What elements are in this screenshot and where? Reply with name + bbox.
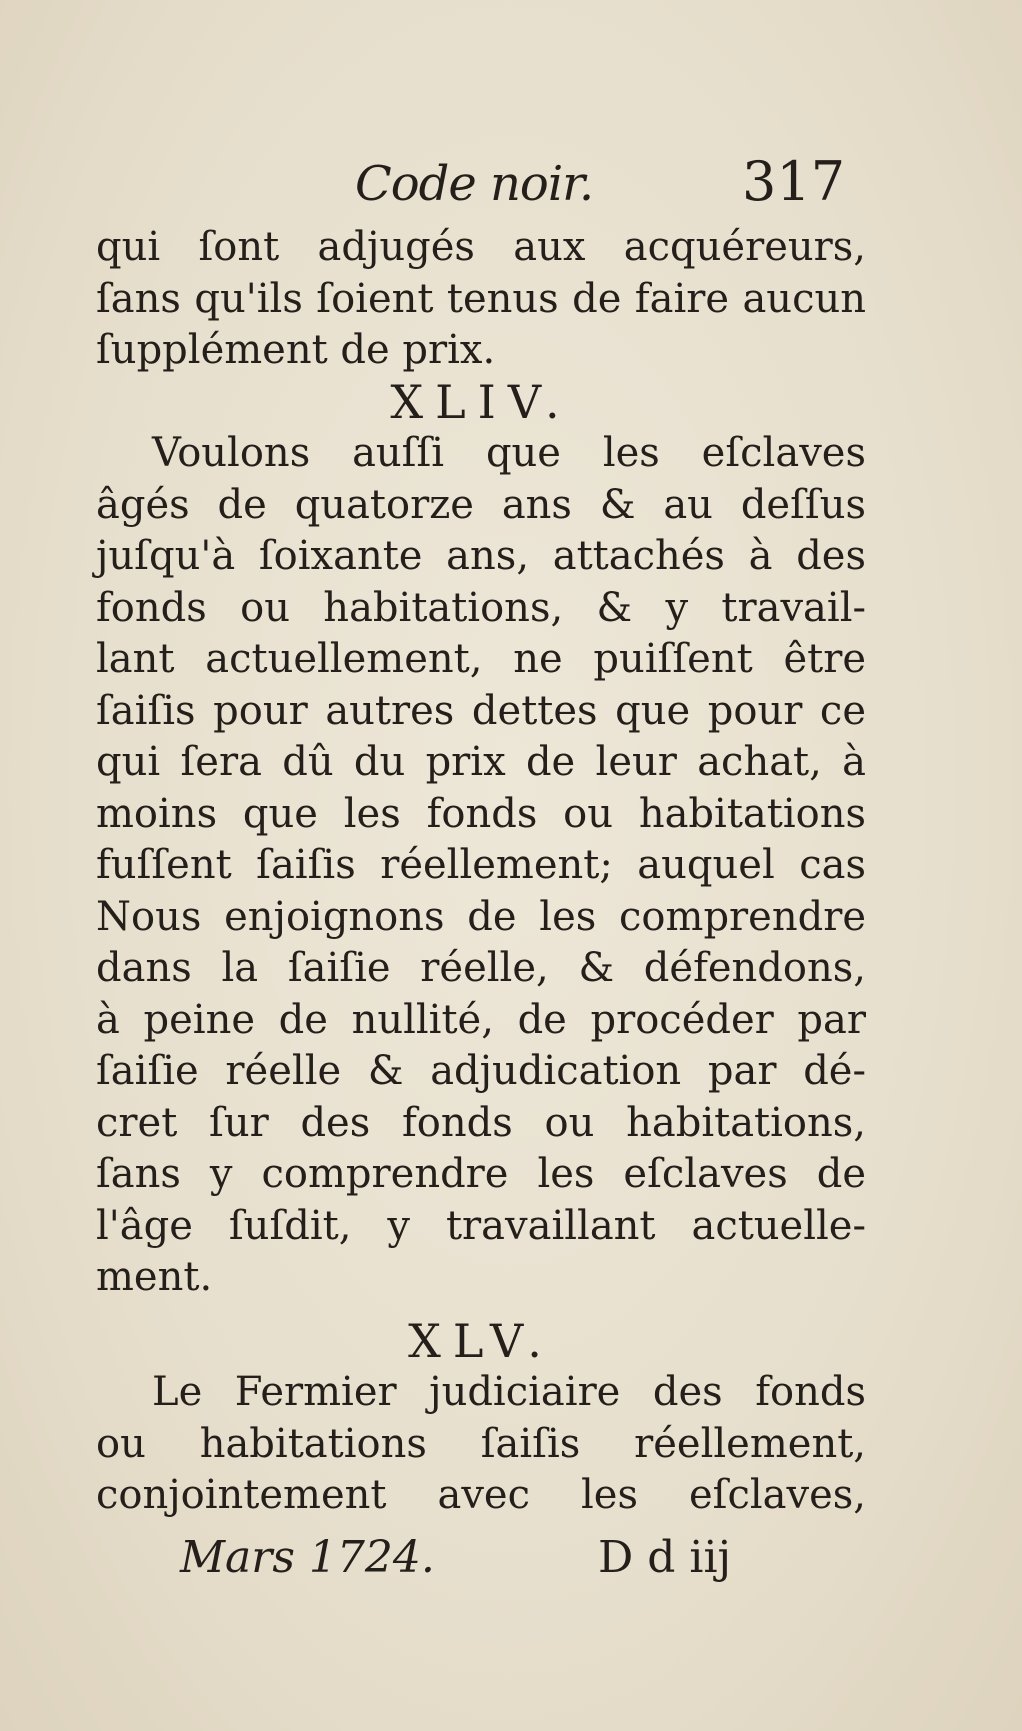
footer-date: Mars 1724. [180,1532,435,1583]
text-line: qui ſera dû du prix de leur achat, à [96,739,866,785]
text-line: Le Fermier judiciaire des fonds [152,1369,866,1415]
signature-mark: D d iij [598,1532,732,1583]
text-line: ſupplément de prix. [96,327,496,373]
text-line: ſaiſie réelle & adjudication par dé- [96,1048,866,1094]
text-line: conjointement avec les eſclaves, [96,1472,866,1518]
text-line: ſans y comprendre les eſclaves de [96,1151,866,1197]
page-footer [0,1532,1022,1596]
text-line: ſans qu'ils ſoient tenus de faire aucun [96,275,866,322]
text-line: cret ſur des fonds ou habitations, [96,1099,866,1146]
text-line: ou habitations ſaiſis réellement, [96,1420,866,1467]
page-number: 317 [742,150,846,213]
running-head: Code noir. [355,156,594,212]
text-line: à peine de nullité, de procéder par [96,996,866,1043]
article-heading-45: XLV. [408,1313,554,1368]
text-line: fuſſent ſaiſis réellement; auquel cas [96,842,866,888]
text-line: ſaiſis pour autres dettes que pour ce [96,687,866,734]
text-line: moins que les fonds ou habitations [96,790,866,837]
text-line: Nous enjoignons de les comprendre [96,893,866,940]
text-line: ment. [96,1254,213,1300]
text-block [96,222,866,1522]
article-heading-44: XLIV. [390,374,572,429]
text-line: qui ſont adjugés aux acquéreurs, [96,224,866,270]
text-line: dans la ſaiſie réelle, & défendons, [96,945,866,991]
text-line: âgés de quatorze ans & au deſſus [96,481,866,528]
text-line: lant actuellement, ne puiſſent être [96,636,866,682]
text-line: juſqu'à ſoixante ans, attachés à des [96,533,866,579]
text-line: l'âge ſuſdit, y travaillant actuelle- [96,1202,866,1249]
text-line: Voulons auſſi que les eſclaves [152,430,866,476]
text-line: fonds ou habitations, & y travail- [96,584,866,631]
page-header [0,150,1022,230]
